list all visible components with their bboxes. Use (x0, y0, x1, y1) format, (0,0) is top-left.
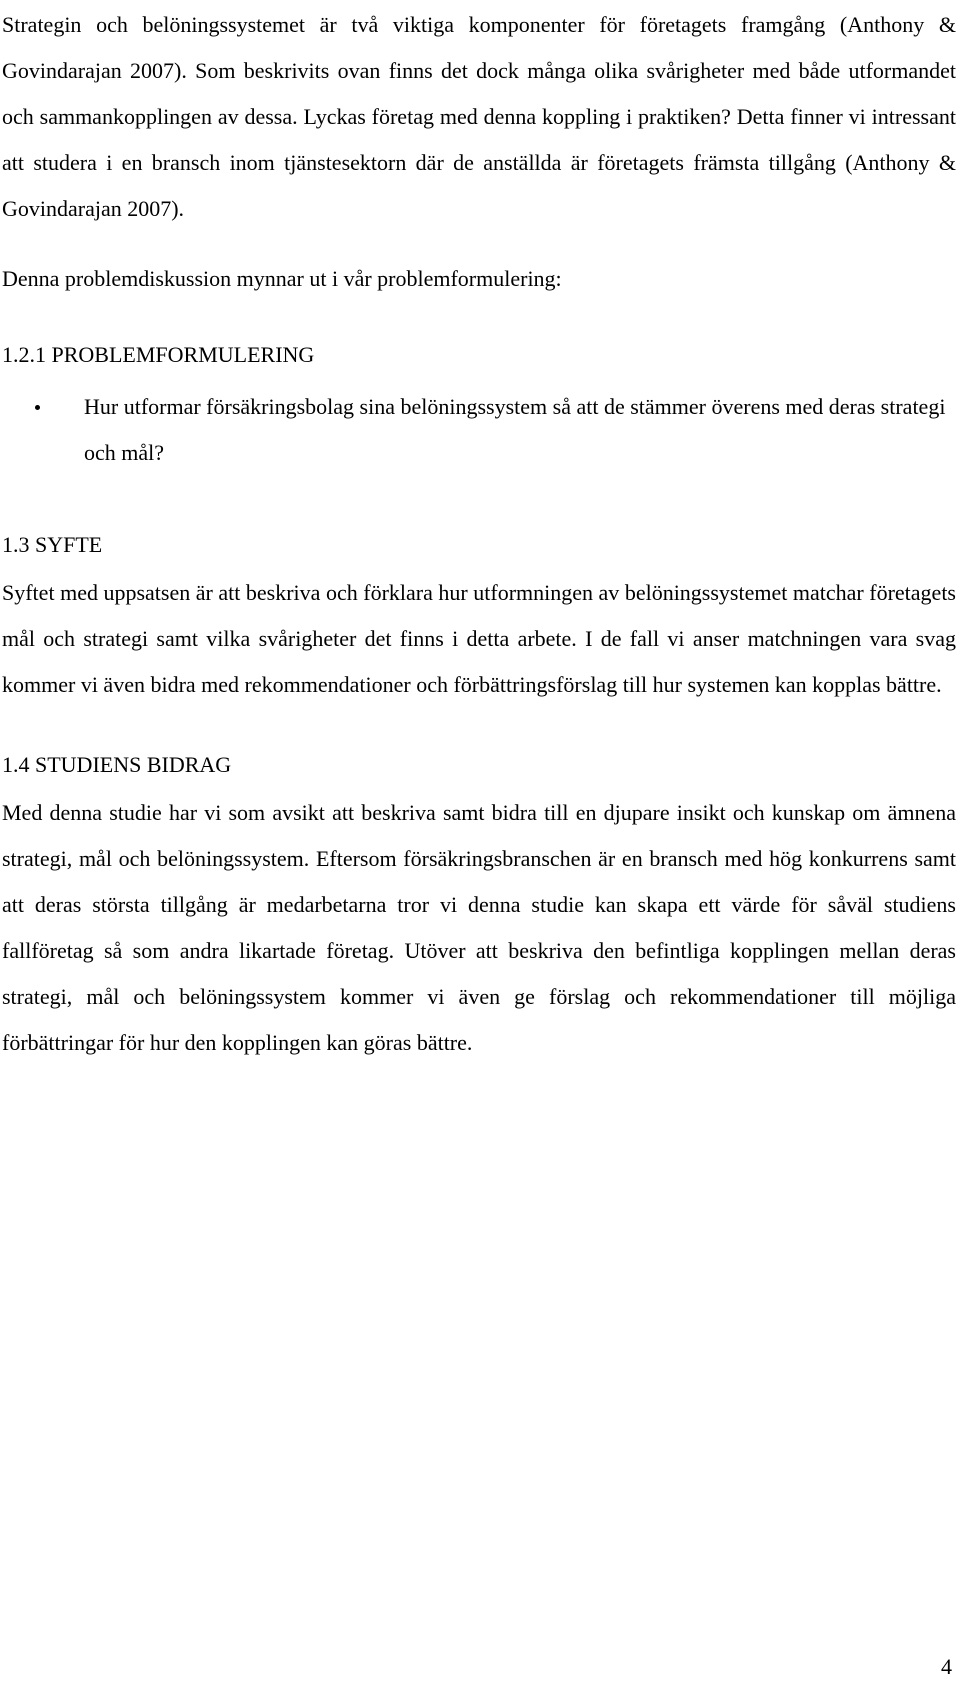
heading-studiens-bidrag: 1.4 STUDIENS BIDRAG (2, 752, 232, 777)
syfte-paragraph: Syftet med uppsatsen är att beskriva och förklara hur utformningen av belöningssystemet matchar företagets mål och strategi samt vilka svårigheter det finns i detta arbete. I de fall vi anser matchningen vara svag kommer vi även bidra med rekommendationer och förbättringsförslag till hur systemen kan kopplas bättre. (2, 580, 956, 697)
bullet-text: Hur utformar försäkringsbolag sina belöningssystem så att de stämmer överens med deras strategi och mål? (84, 394, 946, 465)
bullet-icon (35, 405, 40, 410)
intro-paragraph: Strategin och belöningssystemet är två viktiga komponenter för företagets framgång (Anthony & Govindarajan 2007). Som beskrivits ovan finns det dock många olika svårigheter med både utformandet och sammankopplingen av dessa. Lyckas företag med denna koppling i praktiken? Detta finner vi intressant att studera i en bransch inom tjänstesektorn där de anställda är företagets främsta tillgång (Anthony & Govindarajan 2007). (2, 12, 956, 221)
page-content (2, 0, 956, 1066)
heading-syfte: 1.3 SYFTE (2, 532, 103, 557)
bidrag-paragraph: Med denna studie har vi som avsikt att beskriva samt bidra till en djupare insikt och kunskap om ämnena strategi, mål och belöningssystem. Eftersom försäkringsbranschen är en bransch med hög konkurrens samt att deras största tillgång är medarbetarna tror vi denna studie kan skapa ett värde för såväl studiens fallföretag så som andra likartade företag. Utöver att beskriva den befintliga kopplingen mellan deras strategi, mål och belöningssystem kommer vi även ge förslag och rekommendationer till möjliga förbättringar för hur den kopplingen kan göras bättre. (2, 800, 956, 1055)
heading-problemformulering: 1.2.1 PROBLEMFORMULERING (2, 342, 315, 367)
spacer (2, 232, 956, 256)
spacer (2, 476, 956, 522)
spacer (2, 708, 956, 742)
bullet-item (2, 384, 956, 476)
page-number: 4 (941, 1654, 952, 1679)
spacer (2, 302, 956, 332)
lead-in-paragraph: Denna problemdiskussion mynnar ut i vår problemformulering: (2, 266, 562, 291)
